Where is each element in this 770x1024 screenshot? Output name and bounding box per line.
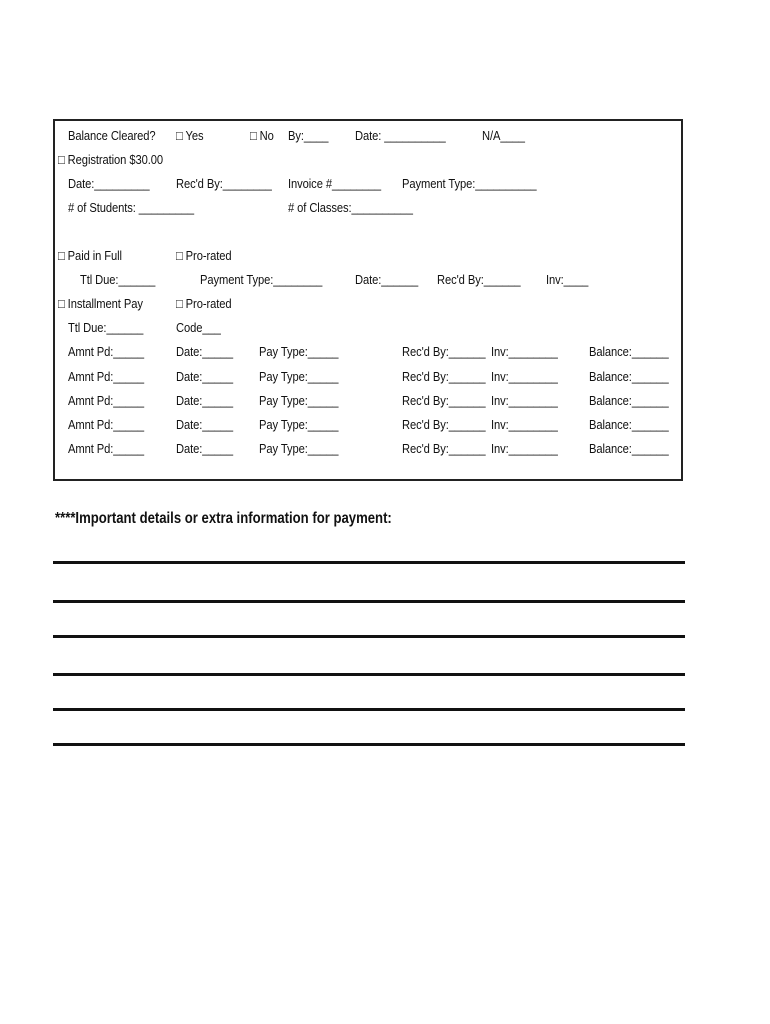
- installment-recd-by-field[interactable]: Rec'd By:______: [402, 393, 486, 408]
- installment-balance-field[interactable]: Balance:______: [589, 369, 669, 384]
- paid-full-ttl-due-field[interactable]: Ttl Due:______: [80, 272, 156, 287]
- installment-pay-type-field[interactable]: Pay Type:_____: [259, 393, 339, 408]
- balance-no-checkbox[interactable]: □ No: [250, 128, 274, 143]
- registration-recd-by-field[interactable]: Rec'd By:________: [176, 176, 272, 191]
- installment-balance-field[interactable]: Balance:______: [589, 417, 669, 432]
- installment-amnt-pd-field[interactable]: Amnt Pd:_____: [68, 369, 144, 384]
- installment-inv-field[interactable]: Inv:________: [491, 369, 558, 384]
- notes-writing-line[interactable]: [53, 743, 685, 746]
- installment-pay-type-field[interactable]: Pay Type:_____: [259, 417, 339, 432]
- paid-full-payment-type-field[interactable]: Payment Type:________: [200, 272, 323, 287]
- installment-date-field[interactable]: Date:_____: [176, 393, 233, 408]
- notes-writing-line[interactable]: [53, 673, 685, 676]
- installment-pay-type-field[interactable]: Pay Type:_____: [259, 441, 339, 456]
- installment-pay-checkbox[interactable]: □ Installment Pay: [58, 296, 143, 311]
- installment-amnt-pd-field[interactable]: Amnt Pd:_____: [68, 344, 144, 359]
- paid-in-full-checkbox[interactable]: □ Paid in Full: [58, 248, 122, 263]
- balance-yes-checkbox[interactable]: □ Yes: [176, 128, 204, 143]
- installment-inv-field[interactable]: Inv:________: [491, 344, 558, 359]
- notes-writing-line[interactable]: [53, 708, 685, 711]
- registration-classes-field[interactable]: # of Classes:__________: [288, 200, 413, 215]
- paid-full-date-field[interactable]: Date:______: [355, 272, 419, 287]
- installment-balance-field[interactable]: Balance:______: [589, 441, 669, 456]
- installment-inv-field[interactable]: Inv:________: [491, 441, 558, 456]
- registration-invoice-field[interactable]: Invoice #________: [288, 176, 382, 191]
- installment-recd-by-field[interactable]: Rec'd By:______: [402, 344, 486, 359]
- installment-pay-type-field[interactable]: Pay Type:_____: [259, 344, 339, 359]
- installment-recd-by-field[interactable]: Rec'd By:______: [402, 441, 486, 456]
- installment-inv-field[interactable]: Inv:________: [491, 417, 558, 432]
- installment-recd-by-field[interactable]: Rec'd By:______: [402, 369, 486, 384]
- paid-full-inv-field[interactable]: Inv:____: [546, 272, 589, 287]
- balance-date-field[interactable]: Date: __________: [355, 128, 446, 143]
- installment-date-field[interactable]: Date:_____: [176, 441, 233, 456]
- notes-writing-line[interactable]: [53, 600, 685, 603]
- registration-checkbox[interactable]: □ Registration $30.00: [58, 152, 164, 167]
- installment-ttl-due-field[interactable]: Ttl Due:______: [68, 320, 144, 335]
- installment-amnt-pd-field[interactable]: Amnt Pd:_____: [68, 441, 144, 456]
- installment-amnt-pd-field[interactable]: Amnt Pd:_____: [68, 417, 144, 432]
- installment-prorated-checkbox[interactable]: □ Pro-rated: [176, 296, 232, 311]
- balance-cleared-label: Balance Cleared?: [68, 128, 156, 143]
- installment-inv-field[interactable]: Inv:________: [491, 393, 558, 408]
- installment-date-field[interactable]: Date:_____: [176, 417, 233, 432]
- important-details-heading: ****Important details or extra information for payment:: [55, 510, 392, 527]
- installment-code-field[interactable]: Code___: [176, 320, 221, 335]
- installment-balance-field[interactable]: Balance:______: [589, 393, 669, 408]
- installment-recd-by-field[interactable]: Rec'd By:______: [402, 417, 486, 432]
- installment-balance-field[interactable]: Balance:______: [589, 344, 669, 359]
- installment-pay-type-field[interactable]: Pay Type:_____: [259, 369, 339, 384]
- installment-date-field[interactable]: Date:_____: [176, 369, 233, 384]
- balance-na-field[interactable]: N/A____: [482, 128, 525, 143]
- registration-date-field[interactable]: Date:_________: [68, 176, 150, 191]
- installment-date-field[interactable]: Date:_____: [176, 344, 233, 359]
- balance-by-field[interactable]: By:____: [288, 128, 329, 143]
- notes-writing-line[interactable]: [53, 561, 685, 564]
- installment-amnt-pd-field[interactable]: Amnt Pd:_____: [68, 393, 144, 408]
- notes-writing-line[interactable]: [53, 635, 685, 638]
- registration-students-field[interactable]: # of Students: _________: [68, 200, 195, 215]
- registration-payment-type-field[interactable]: Payment Type:__________: [402, 176, 537, 191]
- paid-full-recd-by-field[interactable]: Rec'd By:______: [437, 272, 521, 287]
- paid-full-prorated-checkbox[interactable]: □ Pro-rated: [176, 248, 232, 263]
